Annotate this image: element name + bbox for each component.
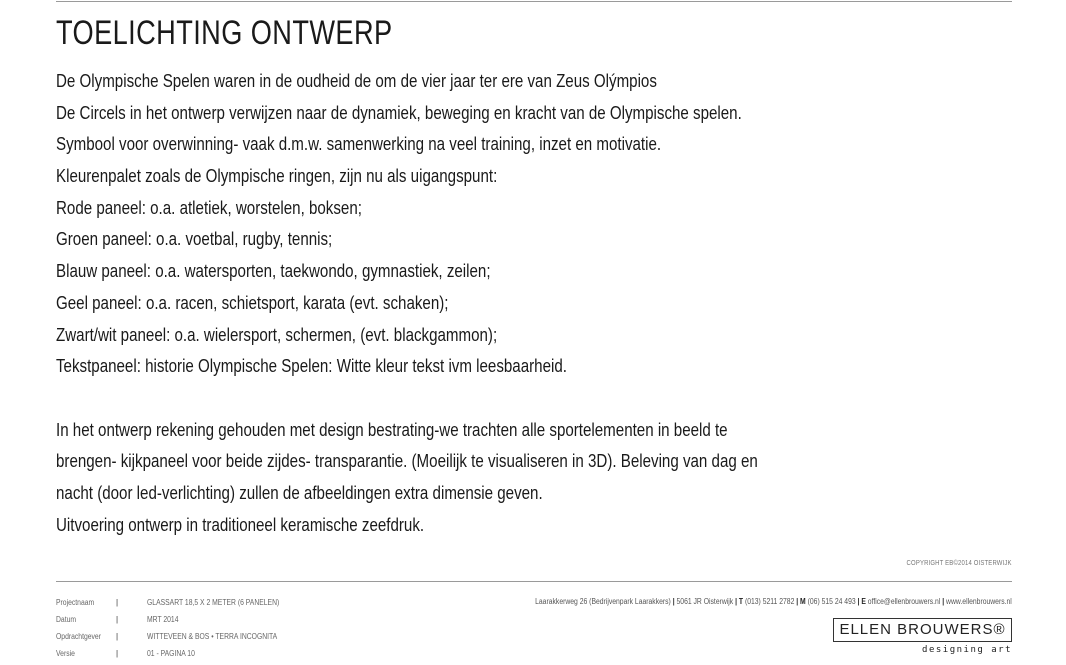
body-line: De Circels in het ontwerp verwijzen naar de dynamiek, beweging en kracht van de Olympische spelen.	[56, 102, 742, 123]
body-line: Groen paneel: o.a. voetbal, rugby, tennis;	[56, 229, 333, 250]
top-rule	[56, 1, 1012, 2]
meta-row-version	[56, 648, 303, 665]
meta-row-client	[56, 631, 303, 648]
meta-value: 01 - PAGINA 10	[147, 649, 195, 658]
meta-label: Opdrachtgever	[56, 632, 101, 641]
mobile-label: M	[800, 597, 806, 606]
page-title: TOELICHTING ONTWERP	[56, 14, 393, 52]
contact-phone: (013) 5211 2782	[745, 597, 795, 606]
meta-label: Versie	[56, 649, 75, 658]
body-line: brengen- kijkpaneel voor beide zijdes- transparantie. (Moeilijk te visualiseren in 3D). Beleving van dag en	[56, 451, 758, 472]
meta-row-project	[56, 597, 303, 614]
phone-label: T	[739, 597, 744, 606]
contact-city: 5061 JR Oisterwijk	[676, 597, 734, 606]
meta-value: WITTEVEEN & BOS • TERRA INCOGNITA	[147, 632, 278, 641]
body-line: Symbool voor overwinning- vaak d.m.w. samenwerking na veel training, inzet en motivatie.	[56, 134, 662, 155]
meta-separator: |	[116, 632, 119, 641]
meta-separator: |	[116, 649, 119, 658]
body-line: nacht (door led-verlichting) zullen de afbeeldingen extra dimensie geven.	[56, 482, 543, 503]
meta-label: Datum	[56, 615, 77, 624]
contact-address: Laarakkerweg 26 (Bedrijvenpark Laarakkers)	[535, 597, 672, 606]
body-line: In het ontwerp rekening gehouden met design bestrating-we trachten alle sportelementen in beeld te	[56, 419, 728, 440]
body-line: Uitvoering ontwerp in traditioneel keramische zeefdruk.	[56, 514, 425, 535]
body-line: Blauw paneel: o.a. watersporten, taekwondo, gymnastiek, zeilen;	[56, 261, 491, 282]
body-line: Zwart/wit paneel: o.a. wielersport, schermen, (evt. blackgammon);	[56, 324, 498, 345]
body-line: Geel paneel: o.a. racen, schietsport, karata (evt. schaken);	[56, 292, 449, 313]
contact-website: www.ellenbrouwers.nl	[946, 597, 1012, 606]
brand-tagline: designing art	[922, 645, 1012, 655]
meta-value: GLASSART 18,5 X 2 METER (6 PANELEN)	[147, 598, 280, 607]
meta-row-date	[56, 614, 303, 631]
meta-separator: |	[116, 615, 119, 624]
contact-email: office@ellenbrouwers.nl	[867, 597, 941, 606]
email-label: E	[861, 597, 867, 606]
brand-logo: ELLEN BROUWERS®	[833, 618, 1012, 642]
copyright-notice: COPYRIGHT EB©2014 OISTERWIJK	[906, 560, 1012, 567]
footer-rule	[56, 581, 1012, 582]
body-line: Rode paneel: o.a. atletiek, worstelen, boksen;	[56, 197, 362, 218]
meta-value: MRT 2014	[147, 615, 179, 624]
body-text	[56, 66, 896, 541]
body-line: De Olympische Spelen waren in de oudheid de om de vier jaar ter ere van Zeus Olýmpios	[56, 71, 657, 91]
contact-info: Laarakkerweg 26 (Bedrijvenpark Laarakkers) | 5061 JR Oisterwijk | T (013) 5211 2782 | M (06) 515 24 493 | E office@ellenbrouwers.nl | www.ellenbrouwers.nl	[535, 597, 1012, 606]
body-line-blank	[56, 383, 762, 415]
body-line: Kleurenpalet zoals de Olympische ringen, zijn nu als uigangspunt:	[56, 166, 498, 187]
meta-label: Projectnaam	[56, 598, 95, 607]
body-line: Tekstpaneel: historie Olympische Spelen: Witte kleur tekst ivm leesbaarheid.	[56, 356, 567, 377]
contact-mobile: (06) 515 24 493	[807, 597, 856, 606]
project-meta	[56, 597, 303, 665]
meta-separator: |	[116, 598, 119, 607]
